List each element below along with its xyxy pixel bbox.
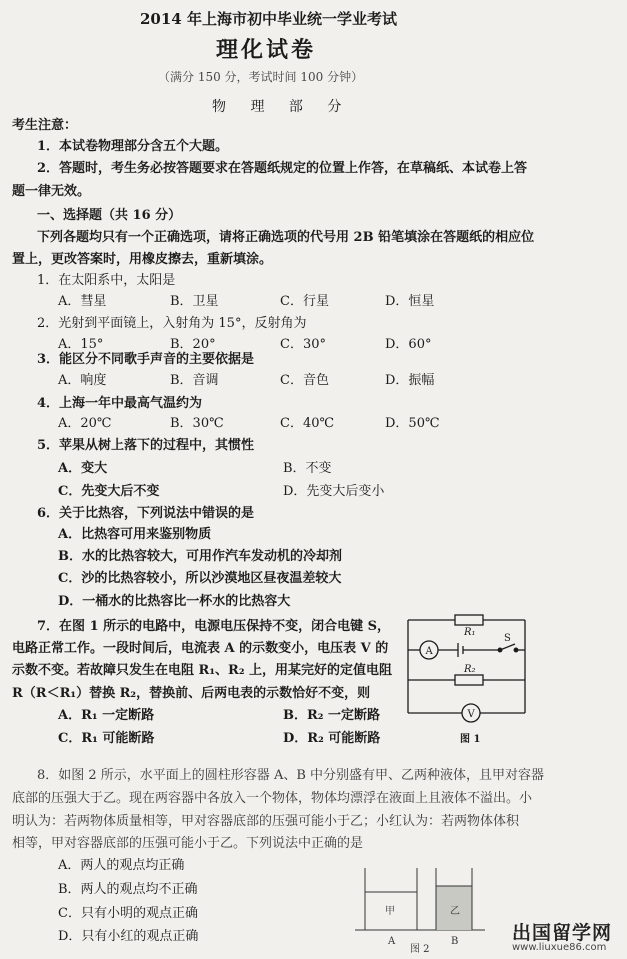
q8-line-1: 8．如图 2 所示，水平面上的圆柱形容器 A、B 中分别盛有甲、乙两种液体，且甲对容器	[37, 768, 545, 783]
q8-option-b: B．两人的观点均不正确	[58, 882, 198, 897]
q7-option-d: D．R₂ 可能断路	[283, 731, 381, 746]
watermark-url: www.liuxue86.com	[512, 942, 607, 953]
q3-option-b: B．音调	[170, 373, 219, 388]
q2-option-c: C．30°	[280, 337, 326, 352]
q6-stem: 6．关于比热容，下列说法中错误的是	[37, 506, 255, 521]
q7-line-1: 7．在图 1 所示的电路中，电源电压保持不变，闭合电键 S，	[37, 619, 391, 634]
paper-subject: 理化试卷	[216, 37, 317, 63]
q5-option-b: B．不变	[283, 461, 332, 476]
part1-intro-2: 置上，更改答案时，用橡皮擦去，重新填涂。	[12, 252, 273, 267]
q7-option-b: B．R₂ 一定断路	[283, 708, 381, 723]
q8-line-2: 底部的压强大于乙。现在两容器中各放入一个物体，物体均漂浮在液面上且液体不溢出。小	[12, 791, 533, 806]
instruction-2: 2．答题时，考生务必按答题要求在答题纸规定的位置上作答，在草稿纸、本试卷上答	[37, 161, 528, 176]
liquid-b-label: 乙	[450, 906, 460, 917]
instruction-2-cont: 题一律无效。	[12, 184, 91, 199]
figure-1-circuit	[400, 610, 530, 750]
q7-line-2: 电路正常工作。一段时间后，电流表 A 的示数变小，电压表 V 的	[12, 641, 389, 656]
q5-option-d: D．先变大后变小	[283, 484, 385, 499]
q2-option-a: A．15°	[58, 337, 104, 352]
voltmeter-label: V	[467, 709, 475, 720]
container-a-label: A	[388, 936, 396, 947]
instruction-1: 1．本试卷物理部分含五个大题。	[37, 139, 229, 154]
q1-stem: 1．在太阳系中，太阳是	[37, 273, 176, 288]
q6-option-c: C．沙的比热容较小，所以沙漠地区昼夜温差较大	[58, 571, 342, 586]
q8-line-3: 明认为：若两物体质量相等，甲对容器底部的压强可能小于乙；小红认为：若两物体体积	[12, 814, 520, 829]
q4-option-b: B．30℃	[170, 416, 224, 431]
q8-option-c: C．只有小明的观点正确	[58, 906, 198, 921]
figure-2-containers	[350, 858, 490, 954]
q6-option-b: B．水的比热容较大，可用作汽车发动机的冷却剂	[58, 549, 342, 564]
q7-option-a: A．R₁ 一定断路	[58, 708, 155, 723]
liquid-a-label: 甲	[385, 906, 395, 917]
q4-stem: 4．上海一年中最高气温约为	[37, 396, 203, 411]
instructions-heading: 考生注意：	[12, 118, 78, 133]
q7-option-c: C．R₁ 可能断路	[58, 731, 155, 746]
q4-option-d: D．50℃	[385, 416, 440, 431]
q8-option-d: D．只有小红的观点正确	[58, 929, 199, 944]
q4-option-c: C．40℃	[280, 416, 335, 431]
part1-intro-1: 下列各题均只有一个正确选项，请将正确选项的代号用 2B 铅笔填涂在答题纸的相应位	[37, 230, 535, 245]
section-title: 物 理 部 分	[212, 99, 352, 115]
q8-option-a: A．两人的观点均正确	[58, 858, 185, 873]
resistor-r2	[455, 675, 483, 685]
q3-stem: 3．能区分不同歌手声音的主要依据是	[37, 352, 255, 367]
q2-stem: 2．光射到平面镜上，入射角为 15°，反射角为	[37, 316, 307, 331]
resistor-r1	[455, 615, 483, 625]
exam-note: （满分 150 分，考试时间 100 分钟）	[158, 70, 364, 84]
q3-option-d: D．振幅	[385, 373, 435, 388]
q8-line-4: 相等，甲对容器底部的压强可能小于乙。下列说法中正确的是	[12, 836, 364, 851]
switch-label: S	[504, 633, 511, 644]
figure-2-caption: 图 2	[410, 944, 430, 954]
q4-option-a: A．20℃	[58, 416, 112, 431]
figure-1-caption: 图 1	[460, 734, 481, 745]
q3-option-a: A．响度	[58, 373, 107, 388]
q3-option-c: C．音色	[280, 373, 329, 388]
container-b-label: B	[451, 936, 459, 947]
switch-s	[500, 644, 515, 650]
q2-option-d: D．60°	[385, 337, 432, 352]
part1-heading: 一、选择题（共 16 分）	[37, 208, 182, 223]
q1-option-d: D．恒星	[385, 294, 435, 309]
q1-option-b: B．卫星	[170, 294, 219, 309]
q6-option-d: D．一桶水的比热容比一杯水的比热容大	[58, 594, 291, 609]
r2-label: R₂	[464, 664, 476, 675]
q6-option-a: A．比热容可用来鉴别物质	[58, 527, 212, 542]
q5-option-c: C．先变大后不变	[58, 484, 160, 499]
ammeter-label: A	[425, 646, 433, 657]
q7-line-4: R（R＜R₁）替换 R₂，替换前、后两电表的示数恰好不变，则	[12, 686, 371, 701]
r1-label: R₁	[464, 627, 476, 638]
q7-line-3: 示数不变。若故障只发生在电阻 R₁、R₂ 上，用某完好的定值电阻	[12, 663, 393, 678]
q2-option-b: B．20°	[170, 337, 216, 352]
q1-option-c: C．行星	[280, 294, 329, 309]
exam-title: 2014 年上海市初中毕业统一学业考试	[140, 10, 397, 28]
q5-stem: 5．苹果从树上落下的过程中，其惯性	[37, 438, 255, 453]
q1-option-a: A．彗星	[58, 294, 107, 309]
watermark-text: 出国留学网	[512, 922, 613, 944]
q5-option-a: A．变大	[58, 461, 108, 476]
